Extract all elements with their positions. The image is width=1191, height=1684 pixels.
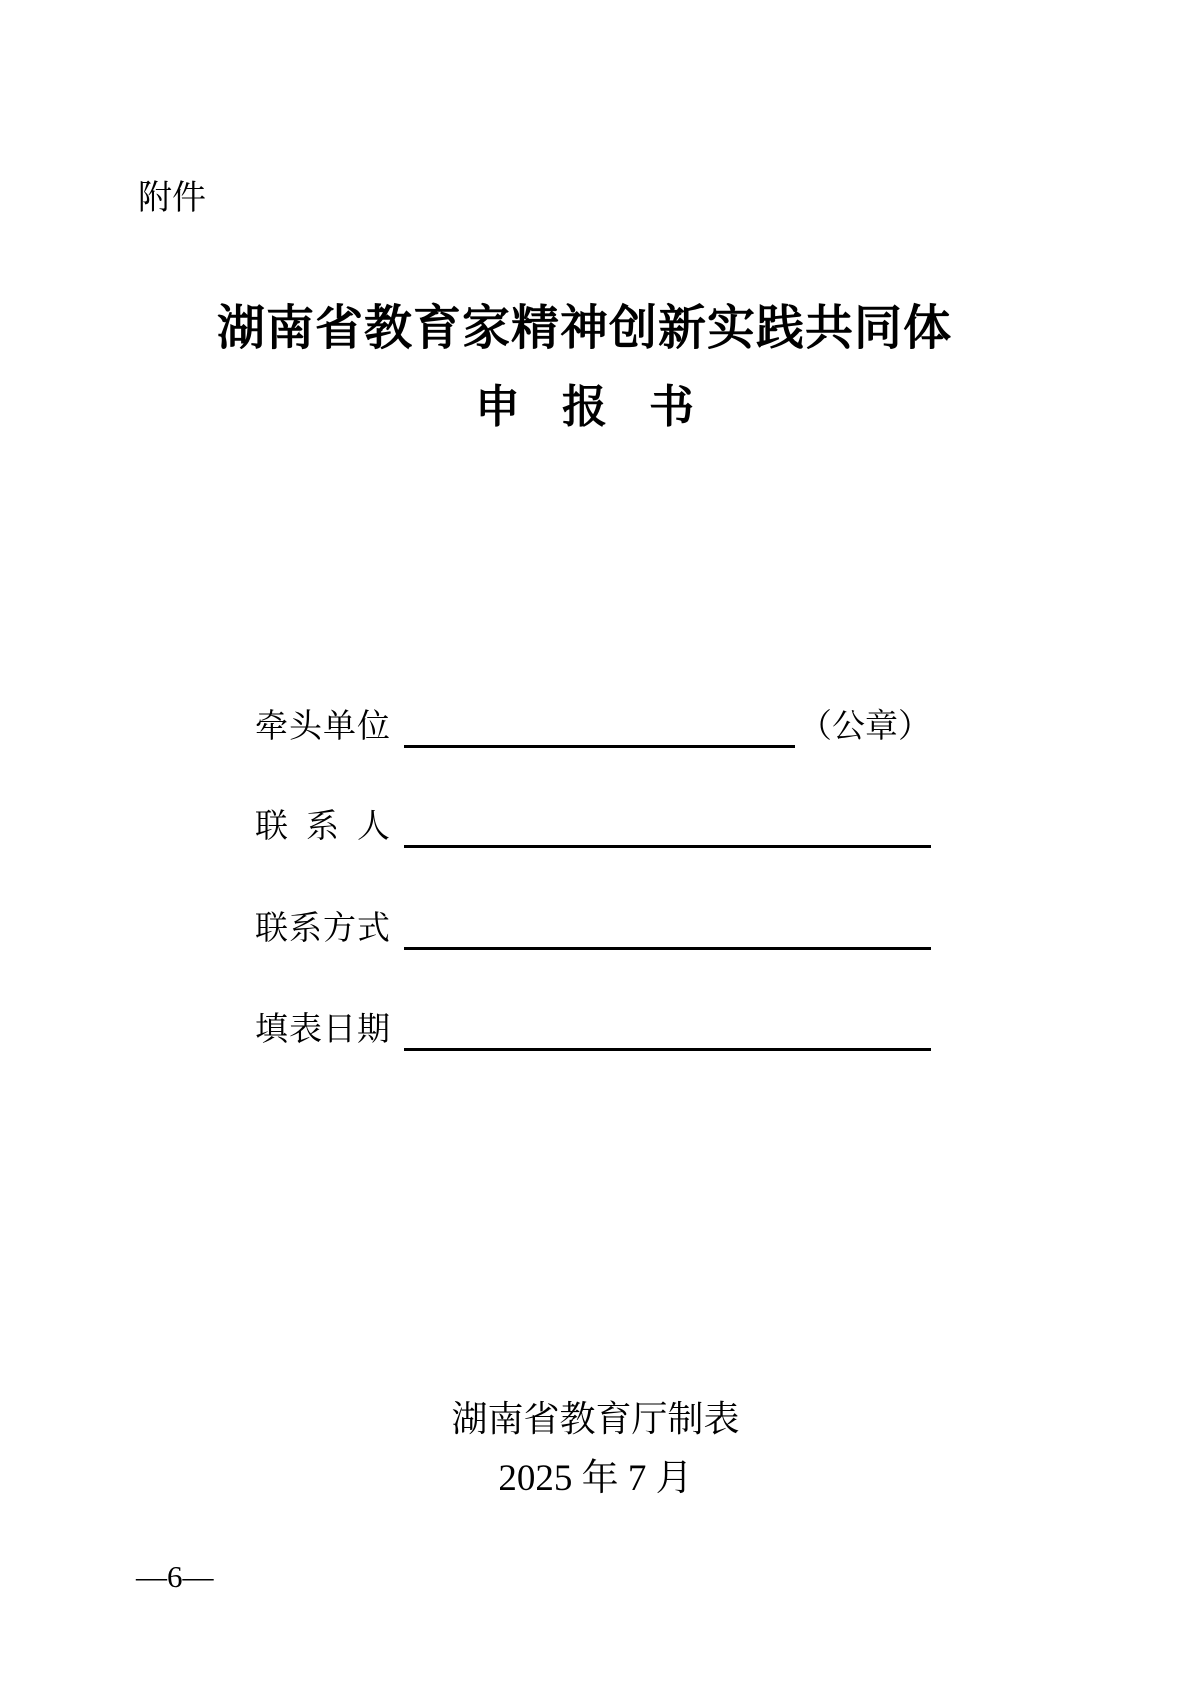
issuer-line: 湖南省教育厅制表 (451, 1398, 740, 1439)
lead-unit-label: 牵头单位 (255, 708, 390, 745)
field-row-contact-person (255, 803, 931, 848)
document-date: 2025 年 7 月 (498, 1458, 693, 1499)
document-subtitle: 申报书 (474, 382, 736, 432)
page-number: —6— (136, 1559, 214, 1594)
lead-unit-blank-line (404, 703, 795, 748)
field-row-contact-method (255, 905, 931, 950)
cover-form-fields (255, 0, 931, 1100)
attachment-label: 附件 (138, 179, 206, 217)
contact-person-label: 联系人 (255, 808, 390, 845)
field-row-fill-date (255, 1006, 931, 1051)
contact-method-blank-line (404, 905, 931, 950)
contact-method-label: 联系方式 (255, 910, 390, 947)
field-row-lead-unit (255, 703, 931, 748)
document-title: 湖南省教育家精神创新实践共同体 (216, 302, 952, 355)
official-seal-note: （公章） (799, 708, 931, 745)
fill-date-blank-line (404, 1006, 931, 1051)
fill-date-label: 填表日期 (255, 1011, 390, 1048)
contact-person-blank-line (404, 803, 931, 848)
